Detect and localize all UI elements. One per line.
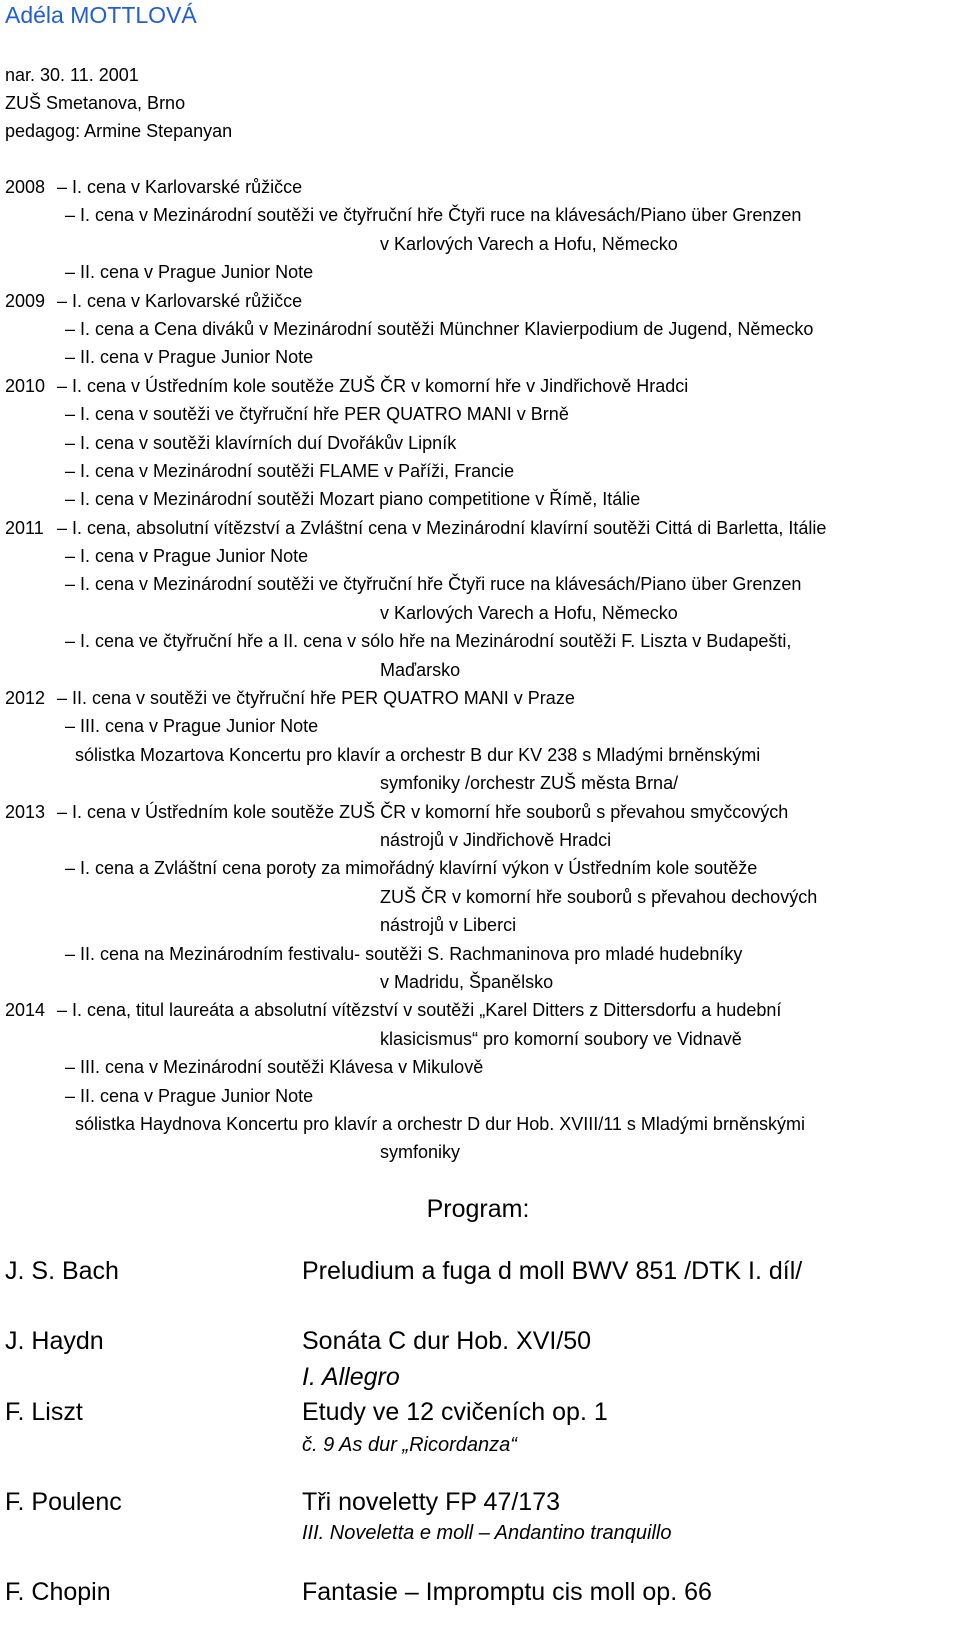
- award-continuation: ZUŠ ČR v komorní hře souborů s převahou dechových: [380, 886, 818, 907]
- soloist-note: sólistka Haydnova Koncertu pro klavír a orchestr D dur Hob. XVIII/11 s Mladými brněnskými: [75, 1113, 805, 1134]
- award-row: [5, 854, 955, 882]
- award-row: [5, 712, 955, 740]
- program-composer: F. Poulenc: [5, 1488, 122, 1516]
- award-row: [5, 230, 955, 258]
- award-text: – I. cena v Mezinárodní soutěži Mozart piano competitione v Římě, Itálie: [65, 489, 641, 510]
- award-text: – I. cena v Prague Junior Note: [65, 546, 309, 567]
- program-composer: J. S. Bach: [5, 1257, 119, 1285]
- award-row: [5, 201, 955, 229]
- performer-name: Adéla MOTTLOVÁ: [5, 2, 197, 28]
- award-row: [5, 798, 955, 826]
- award-text: – I. cena v soutěži klavírních duí Dvořákův Lipník: [65, 432, 457, 453]
- award-text: – I. cena v Ústředním kole soutěže ZUŠ ČR v komorní hře v Jindřichově Hradci: [57, 375, 689, 396]
- award-row: [5, 1025, 955, 1053]
- program-composer: F. Chopin: [5, 1578, 111, 1606]
- award-row: [5, 684, 955, 712]
- program-work: Fantasie – Impromptu cis moll op. 66: [302, 1578, 712, 1606]
- birth-date: nar. 30. 11. 2001: [5, 65, 139, 85]
- award-text: – III. cena v Mezinárodní soutěži Klávesa v Mikulově: [65, 1057, 484, 1078]
- award-text: – I. cena v Mezinárodní soutěži FLAME v Paříži, Francie: [65, 460, 515, 481]
- program-movement: č. 9 As dur „Ricordanza“: [302, 1434, 517, 1456]
- award-row: [5, 485, 955, 513]
- award-row: [5, 400, 955, 428]
- award-year: 2009: [5, 290, 46, 311]
- award-continuation: v Karlových Varech a Hofu, Německo: [380, 233, 678, 254]
- award-text: – II. cena v Prague Junior Note: [65, 1085, 314, 1106]
- award-continuation: v Madridu, Španělsko: [380, 971, 554, 992]
- program-work: Sonáta C dur Hob. XVI/50: [302, 1327, 592, 1355]
- award-row: [5, 940, 955, 968]
- award-text: – I. cena a Cena diváků v Mezinárodní soutěži Münchner Klavierpodium de Jugend, Německo: [65, 318, 814, 339]
- award-row: [5, 968, 955, 996]
- award-continuation: symfoniky /orchestr ZUŠ města Brna/: [380, 773, 679, 794]
- award-row: [5, 996, 955, 1024]
- award-year: 2014: [5, 1000, 46, 1021]
- school: ZUŠ Smetanova, Brno: [5, 93, 186, 113]
- program-work: Tři noveletty FP 47/173: [302, 1488, 561, 1516]
- award-row: [5, 741, 955, 769]
- award-year: 2013: [5, 801, 46, 822]
- program-movement: III. Noveletta e moll – Andantino tranquillo: [302, 1522, 672, 1544]
- program-composer: F. Liszt: [5, 1398, 83, 1426]
- award-text: – II. cena v Prague Junior Note: [65, 347, 314, 368]
- program-work: Etudy ve 12 cvičeních op. 1: [302, 1398, 608, 1426]
- award-text: – I. cena ve čtyřruční hře a II. cena v sólo hře na Mezinárodní soutěži F. Liszta v Budapešti,: [65, 631, 792, 652]
- award-continuation: symfoniky: [380, 1142, 461, 1163]
- award-text: – I. cena a Zvláštní cena poroty za mimořádný klavírní výkon v Ústředním kole soutěže: [65, 858, 758, 879]
- award-continuation: Maďarsko: [380, 659, 461, 680]
- program-movement: I. Allegro: [302, 1363, 400, 1391]
- award-continuation: nástrojů v Liberci: [380, 915, 517, 936]
- award-row: [5, 1082, 955, 1110]
- program-composer: J. Haydn: [5, 1327, 104, 1355]
- award-row: [5, 570, 955, 598]
- award-row: [5, 1053, 955, 1081]
- award-text: – II. cena v Prague Junior Note: [65, 262, 314, 283]
- award-row: [5, 769, 955, 797]
- award-row: [5, 514, 955, 542]
- award-text: – I. cena v Mezinárodní soutěži ve čtyřruční hře Čtyři ruce na klávesách/Piano über Grenzen: [65, 574, 802, 595]
- award-row: [5, 429, 955, 457]
- award-text: – III. cena v Prague Junior Note: [65, 716, 319, 737]
- award-text: – I. cena v Karlovarské růžičce: [57, 290, 303, 311]
- award-row: [5, 883, 955, 911]
- soloist-note: sólistka Mozartova Koncertu pro klavír a orchestr B dur KV 238 s Mladými brněnskými: [75, 744, 761, 765]
- award-text: – I. cena v soutěži ve čtyřruční hře PER QUATRO MANI v Brně: [65, 404, 569, 425]
- award-row: [5, 656, 955, 684]
- award-text: – II. cena na Mezinárodním festivalu- soutěži S. Rachmaninova pro mladé hudebníky: [65, 943, 743, 964]
- awards-list: [5, 173, 955, 1167]
- award-text: – I. cena, absolutní vítězství a Zvláštní cena v Mezinárodní klavírní soutěži Cittá di Barletta, Itálie: [57, 517, 827, 538]
- award-row: [5, 826, 955, 854]
- award-row: [5, 315, 955, 343]
- teacher: pedagog: Armine Stepanyan: [5, 121, 233, 141]
- award-text: – II. cena v soutěži ve čtyřruční hře PER QUATRO MANI v Praze: [57, 688, 575, 709]
- award-row: [5, 1138, 955, 1166]
- award-text: – I. cena v Ústředním kole soutěže ZUŠ ČR v komorní hře souborů s převahou smyčcových: [57, 801, 789, 822]
- award-continuation: nástrojů v Jindřichově Hradci: [380, 829, 612, 850]
- award-row: [5, 1110, 955, 1138]
- award-year: 2011: [5, 517, 44, 538]
- award-year: 2012: [5, 688, 46, 709]
- award-row: [5, 258, 955, 286]
- award-text: – I. cena v Mezinárodní soutěži ve čtyřruční hře Čtyři ruce na klávesách/Piano über Grenzen: [65, 205, 802, 226]
- award-continuation: v Karlových Varech a Hofu, Německo: [380, 602, 678, 623]
- award-text: – I. cena v Karlovarské růžičce: [57, 177, 303, 197]
- award-row: [5, 599, 955, 627]
- award-row: [5, 457, 955, 485]
- award-row: [5, 287, 955, 315]
- award-continuation: klasicismus“ pro komorní soubory ve Vidnavě: [380, 1028, 742, 1049]
- program-heading: [0, 1195, 960, 1224]
- award-text: – I. cena, titul laureáta a absolutní vítězství v soutěži „Karel Ditters z Dittersdorfu a hudební: [57, 1000, 782, 1021]
- performer-info: [5, 61, 232, 145]
- program-work: Preludium a fuga d moll BWV 851 /DTK I. díl/: [302, 1257, 803, 1285]
- award-year: 2008: [5, 177, 46, 197]
- award-row: [5, 173, 955, 201]
- award-row: [5, 627, 955, 655]
- award-row: [5, 911, 955, 939]
- award-row: [5, 372, 955, 400]
- program-heading-text: Program:: [426, 1195, 530, 1223]
- award-year: 2010: [5, 375, 46, 396]
- award-row: [5, 542, 955, 570]
- award-row: [5, 343, 955, 371]
